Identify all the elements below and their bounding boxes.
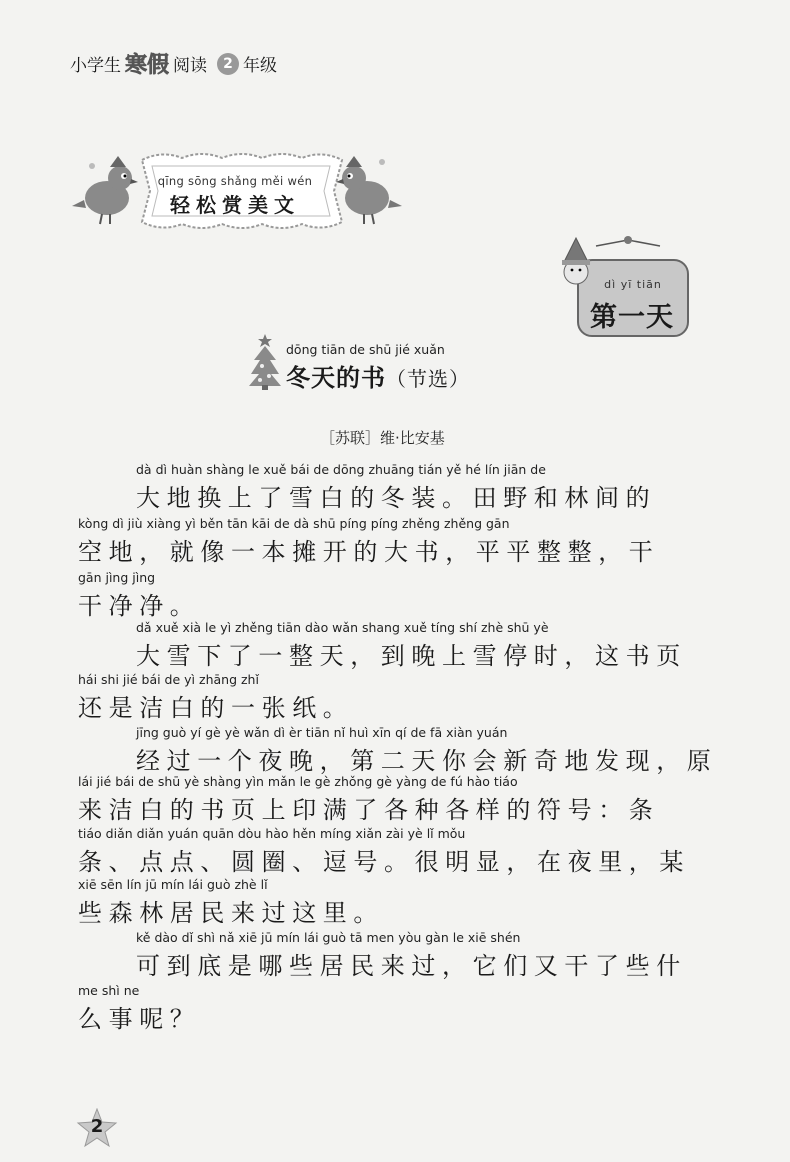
article-title-main: 冬天的书 [286,364,386,392]
line-pinyin: jīng guò yí gè yè wǎn dì èr tiān nǐ huì xīn qí de fā xiàn yuán [136,725,508,740]
line-hanzi: 空地，就像一本摊开的大书，平平整整，干 [78,538,660,566]
bird-left-icon [72,156,138,224]
line-pinyin: kě dào dǐ shì nǎ xiē jū mín lái guò tā men yòu gàn le xiē shén [136,930,521,945]
line-pinyin: lái jié bái de shū yè shàng yìn mǎn le gè zhǒng gè yàng de fú hào tiáo [78,774,518,789]
snowman-icon [562,238,590,284]
article-title-sub: （节选） [386,367,470,391]
header-winter: 寒假 [125,52,170,78]
christmas-tree-icon [248,330,282,390]
bird-right-icon [336,156,402,224]
line-pinyin: kòng dì jiù xiàng yì běn tān kāi de dà shū píng píng zhěng zhěng gān [78,516,510,531]
banner-title: 轻松赏美文 [170,193,300,217]
page-number-badge [76,1108,118,1150]
header-text-b: 阅读 [173,56,208,76]
line-pinyin: tiáo diǎn diǎn yuán quān dòu hào hěn míng xiǎn zài yè lǐ mǒu [78,826,466,841]
line-hanzi: 条、点点、圆圈、逗号。很明显，在夜里，某 [78,848,690,876]
day-title: 第一天 [590,302,674,333]
banner-pinyin: qīng sōng shǎng měi wén [157,174,313,188]
line-hanzi: 还是洁白的一张纸。 [78,694,354,722]
author-line: ［苏联］维·比安基 [320,429,445,447]
header-text-a: 小学生 [70,56,121,76]
line-pinyin: dà dì huàn shàng le xuě bái de dōng zhuāng tián yě hé lín jiān de [136,462,546,477]
day-pinyin: dì yī tiān [604,278,662,291]
line-hanzi: 来洁白的书页上印满了各种各样的符号：条 [78,796,660,824]
grade-badge: 2 [217,53,239,75]
series-header [70,48,277,79]
line-pinyin: xiē sēn lín jū mín lái guò zhè lǐ [78,877,268,892]
line-hanzi: 大雪下了一整天，到晚上雪停时，这书页 [136,642,687,670]
line-hanzi: 么事呢？ [78,1005,201,1033]
line-pinyin: dǎ xuě xià le yì zhěng tiān dào wǎn shang xuě tíng shí zhè shū yè [136,620,549,635]
line-hanzi: 些森林居民来过这里。 [78,899,384,927]
header-text-c: 年级 [243,56,278,76]
article-title [286,358,470,393]
line-hanzi: 干净净。 [78,592,201,620]
line-pinyin: me shì ne [78,983,140,998]
line-hanzi: 大地换上了雪白的冬装。田野和林间的 [136,484,657,512]
line-pinyin: gān jìng jìng [78,570,156,585]
page-number: 2 [90,1116,104,1137]
line-hanzi: 可到底是哪些居民来过，它们又干了些什 [136,952,687,980]
line-pinyin: hái shi jié bái de yì zhāng zhǐ [78,672,259,687]
title-pinyin: dōng tiān de shū jié xuǎn [286,342,445,357]
banner-label [155,174,315,218]
line-hanzi: 经过一个夜晚，第二天你会新奇地发现，原 [136,747,718,775]
